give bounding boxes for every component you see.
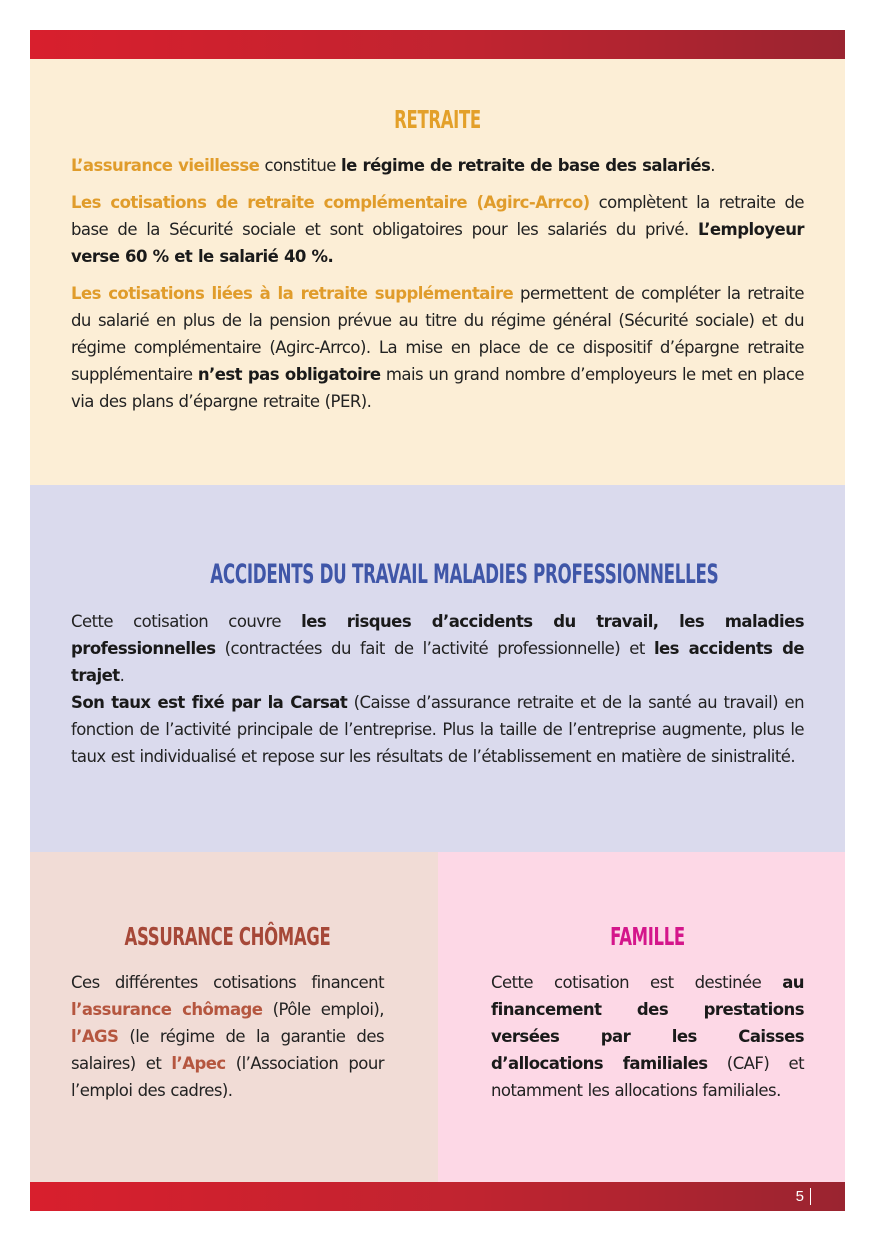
text: complètent la retraite de base de la Sécurité sociale et sont obligatoires pour les salariés du privé. bbox=[71, 193, 804, 239]
retraite-paragraph-2 bbox=[71, 189, 804, 270]
text: . bbox=[119, 666, 125, 685]
accidents-section bbox=[30, 485, 845, 852]
text: (Pôle emploi), bbox=[262, 1000, 384, 1019]
retraite-highlight-3: Les cotisations liées à la retraite supplémentaire bbox=[71, 284, 514, 303]
bold-text: les accidents de trajet bbox=[71, 639, 804, 685]
text: . bbox=[710, 156, 715, 175]
famille-title: FAMILLE bbox=[610, 922, 685, 951]
accidents-paragraph-2 bbox=[71, 689, 804, 770]
bold-text: L’employeur verse 60 % et le salarié 40 %. bbox=[71, 220, 804, 266]
text: (contractées du fait de l’activité professionnelle) et bbox=[215, 639, 654, 658]
accidents-title: ACCIDENTS DU TRAVAIL MALADIES PROFESSIONNELLES bbox=[210, 559, 719, 590]
chomage-paragraph bbox=[71, 969, 384, 1104]
page-number: 5 bbox=[796, 1188, 811, 1205]
text: constitue bbox=[259, 156, 342, 175]
retraite-title: RETRAITE bbox=[394, 105, 481, 134]
accidents-paragraph-1 bbox=[71, 608, 804, 689]
bold-text: n’est pas obligatoire bbox=[197, 365, 381, 384]
chomage-title: ASSURANCE CHÔMAGE bbox=[124, 922, 331, 951]
text: Ces différentes cotisations financent bbox=[71, 973, 384, 992]
bottom-band bbox=[30, 1182, 845, 1211]
famille-paragraph bbox=[491, 969, 804, 1104]
text: Cette cotisation couvre bbox=[71, 612, 302, 631]
bold-text: Son taux est fixé par la Carsat bbox=[71, 693, 348, 712]
retraite-paragraph-1 bbox=[71, 152, 804, 179]
retraite-paragraph-3 bbox=[71, 280, 804, 415]
text: permettent de compléter la retraite du salarié en plus de la pension prévue au titre du régime général (Sécurité sociale) et du régime complémentaire (Agirc-Arrco). La mise en place de ce dispositif d’épargne retraite supplémentaire bbox=[71, 284, 804, 384]
retraite-highlight-2: Les cotisations de retraite complémentaire (Agirc-Arrco) bbox=[71, 193, 590, 212]
text: (Caisse d’assurance retraite et de la santé au travail) en fonction de l’activité principale de l’entreprise. Plus la taille de l’entreprise augmente, plus le taux est individualisé et repose sur les résultats de l’établissement en matière de sinistralité. bbox=[71, 693, 804, 766]
text: mais un grand nombre d’employeurs le met en place via des plans d’épargne retraite (PER). bbox=[71, 365, 804, 411]
chomage-highlight-2: l’AGS bbox=[71, 1027, 119, 1046]
bold-text: au financement des prestations versées par les Caisses d’allocations familiales bbox=[491, 973, 804, 1073]
text: Cette cotisation est destinée bbox=[491, 973, 783, 992]
retraite-section bbox=[30, 59, 845, 485]
chomage-section bbox=[30, 852, 438, 1182]
bold-text: les risques d’accidents du travail, les maladies professionnelles bbox=[71, 612, 804, 658]
chomage-highlight-1: l’assurance chômage bbox=[71, 1000, 263, 1019]
text: (le régime de la garantie des salaires) et bbox=[71, 1027, 384, 1073]
chomage-highlight-3: l’Apec bbox=[171, 1054, 226, 1073]
famille-section bbox=[438, 852, 845, 1182]
top-band bbox=[30, 30, 845, 59]
retraite-highlight-1: L’assurance vieillesse bbox=[71, 156, 260, 175]
text: (CAF) et notamment les allocations familiales. bbox=[491, 1054, 804, 1100]
bold-text: le régime de retraite de base des salariés bbox=[341, 156, 711, 175]
text: (l’Association pour l’emploi des cadres). bbox=[71, 1054, 384, 1100]
